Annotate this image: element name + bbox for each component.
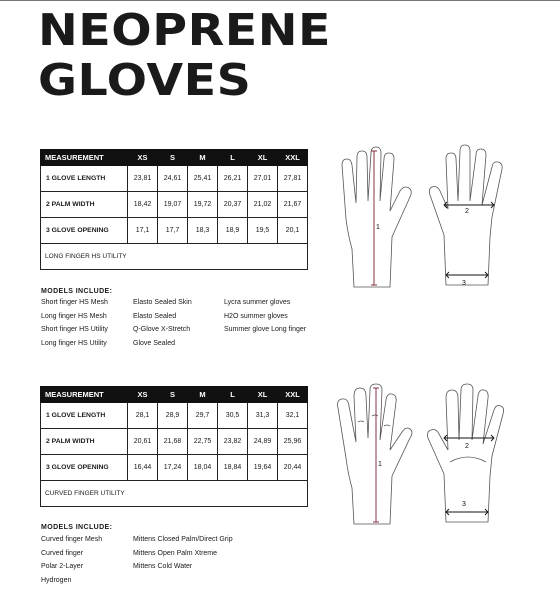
model-item: Elasto Sealed Skin: [133, 299, 192, 306]
table-cell: 19,5: [248, 218, 278, 244]
table-cell: 19,07: [158, 192, 188, 218]
table-cell: 22,75: [188, 429, 218, 455]
table-row-glove-opening: [41, 455, 308, 481]
model-item: Elasto Sealed: [133, 312, 177, 320]
palm-width-marker: 2: [465, 443, 469, 450]
palm-width-arrow: [444, 435, 494, 441]
table-cell: 19,72: [188, 192, 218, 218]
model-item: Summer glove Long finger: [224, 326, 307, 333]
model-item: Short finger HS Utility: [41, 326, 108, 333]
table-cell: 26,21: [218, 166, 248, 192]
size-table-curved-finger: [40, 386, 308, 507]
header-size: L: [218, 387, 248, 403]
model-item: Short finger HS Mesh: [41, 299, 108, 306]
table-cell: 18,9: [218, 218, 248, 244]
table-cell: 18,04: [188, 455, 218, 481]
table-cell: 30,5: [218, 403, 248, 429]
header-size: XL: [248, 387, 278, 403]
table-cell: 32,1: [278, 403, 308, 429]
table-cell: 28,1: [128, 403, 158, 429]
models-column: [133, 296, 192, 350]
table-row-palm-width: [41, 429, 308, 455]
glove-back-outline: [338, 384, 413, 524]
model-item: Q-Glove X-Stretch: [133, 326, 191, 333]
table-cell: 16,44: [128, 455, 158, 481]
model-item: Mittens Closed Palm/Direct Grip: [133, 536, 233, 543]
table-header-row: [41, 150, 308, 166]
model-item: Glove Sealed: [133, 339, 176, 347]
header-size: L: [218, 150, 248, 166]
table-cell: 28,9: [158, 403, 188, 429]
model-item: Polar 2-Layer: [41, 563, 84, 570]
header-size: XXL: [278, 150, 308, 166]
table-cell: 24,61: [158, 166, 188, 192]
table-footer-row: [41, 244, 308, 270]
table-cell: 27,81: [278, 166, 308, 192]
table-cell: 17,1: [128, 218, 158, 244]
page-title: [38, 6, 331, 106]
models-title: MODELS INCLUDE:: [41, 288, 113, 295]
size-table-long-finger: [40, 149, 308, 270]
length-marker: 1: [376, 224, 380, 231]
glove-back-outline: [342, 147, 411, 287]
row-label: 1 GLOVE LENGTH: [41, 166, 128, 192]
table-row-glove-length: [41, 403, 308, 429]
length-arrow: [373, 388, 379, 522]
table-cell: 18,3: [188, 218, 218, 244]
table-footer-row: [41, 481, 308, 507]
row-label: 2 PALM WIDTH: [41, 192, 128, 218]
header-size: XXL: [278, 387, 308, 403]
model-item: Curved finger: [41, 549, 84, 557]
table-cell: 21,67: [278, 192, 308, 218]
model-item: Lycra summer gloves: [224, 299, 291, 306]
models-column: [41, 533, 102, 587]
table-cell: 20,37: [218, 192, 248, 218]
model-item: Hydrogen: [41, 576, 72, 584]
models-title: MODELS INCLUDE:: [41, 524, 113, 531]
top-border-line: [0, 0, 560, 1]
opening-marker: 3: [462, 501, 466, 508]
table-footer-product: CURVED FINGER UTILITY: [41, 481, 308, 507]
table-cell: 25,96: [278, 429, 308, 455]
glove-measurement-diagram: [320, 145, 545, 290]
header-size: M: [188, 387, 218, 403]
length-marker: 1: [378, 461, 382, 468]
table-cell: 23,82: [218, 429, 248, 455]
header-size: S: [158, 150, 188, 166]
table-cell: 17,24: [158, 455, 188, 481]
glove-measurement-diagram: [320, 382, 545, 527]
glove-palm-outline: [429, 145, 502, 285]
row-label: 2 PALM WIDTH: [41, 429, 128, 455]
row-label: 1 GLOVE LENGTH: [41, 403, 128, 429]
palm-width-marker: 2: [465, 208, 469, 215]
table-cell: 17,7: [158, 218, 188, 244]
model-item: Long finger HS Mesh: [41, 312, 107, 320]
header-size: XL: [248, 150, 278, 166]
table-cell: 20,1: [278, 218, 308, 244]
length-arrow: [371, 151, 377, 285]
table-row-glove-length: [41, 166, 308, 192]
header-measurement: MEASUREMENT: [41, 150, 128, 166]
title-line-2: GLOVES: [38, 55, 252, 106]
table-cell: 29,7: [188, 403, 218, 429]
opening-arrow: [446, 272, 488, 278]
row-label: 3 GLOVE OPENING: [41, 218, 128, 244]
model-item: Mittens Cold Water: [133, 563, 193, 570]
table-row-glove-opening: [41, 218, 308, 244]
table-row-palm-width: [41, 192, 308, 218]
table-cell: 21,02: [248, 192, 278, 218]
header-measurement: MEASUREMENT: [41, 387, 128, 403]
table-cell: 20,44: [278, 455, 308, 481]
header-size: XS: [128, 387, 158, 403]
table-header-row: [41, 387, 308, 403]
row-label: 3 GLOVE OPENING: [41, 455, 128, 481]
model-item: Mittens Open Palm Xtreme: [133, 549, 218, 557]
model-item: Long finger HS Utility: [41, 339, 107, 347]
opening-arrow: [446, 509, 488, 515]
table-cell: 21,68: [158, 429, 188, 455]
models-column: [133, 533, 233, 574]
header-size: S: [158, 387, 188, 403]
table-cell: 20,61: [128, 429, 158, 455]
table-cell: 24,89: [248, 429, 278, 455]
palm-width-arrow: [444, 202, 494, 208]
header-size: M: [188, 150, 218, 166]
opening-marker: 3: [462, 280, 466, 287]
table-footer-product: LONG FINGER HS UTILITY: [41, 244, 308, 270]
title-line-1: NEOPRENE: [38, 5, 332, 56]
table-cell: 18,84: [218, 455, 248, 481]
model-item: H2O summer gloves: [224, 312, 288, 320]
table-cell: 19,64: [248, 455, 278, 481]
table-cell: 23,81: [128, 166, 158, 192]
models-column: [41, 296, 108, 350]
model-item: Curved finger Mesh: [41, 536, 103, 543]
table-cell: 25,41: [188, 166, 218, 192]
header-size: XS: [128, 150, 158, 166]
table-cell: 31,3: [248, 403, 278, 429]
table-cell: 27,01: [248, 166, 278, 192]
models-column: [224, 296, 306, 337]
table-cell: 18,42: [128, 192, 158, 218]
